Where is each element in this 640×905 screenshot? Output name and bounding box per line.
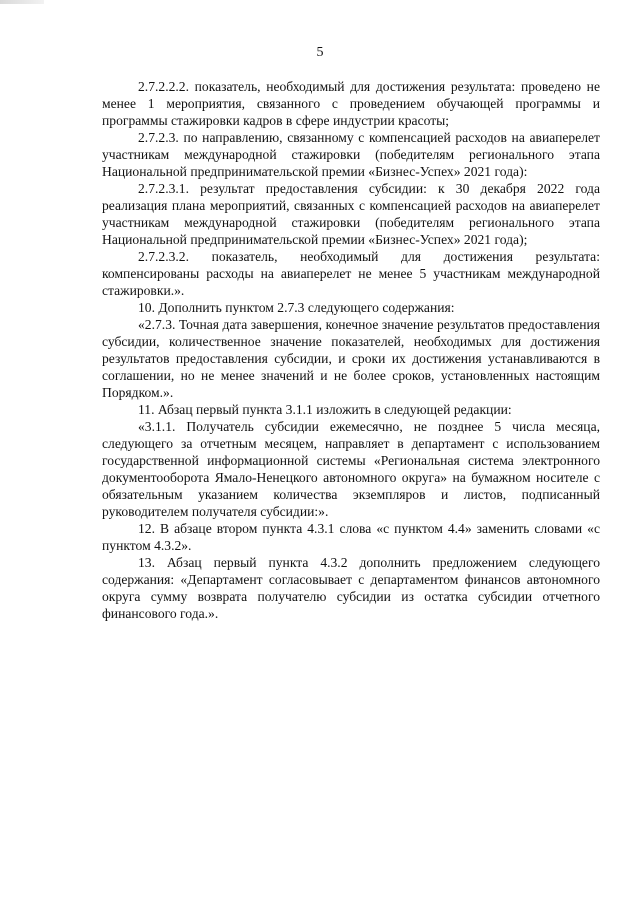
paragraph-item-12: 12. В абзаце втором пункта 4.3.1 слова «с пунктом 4.4» заменить словами «с пунктом 4.3.2». bbox=[102, 521, 600, 553]
paragraph-2-7-2-3-2: 2.7.2.3.2. показатель, необходимый для достижения результата: компенсированы расходы на авиаперелет не менее 5 участникам международной стажировки.». bbox=[102, 249, 600, 298]
page-number: 5 bbox=[316, 45, 324, 60]
paragraph-2-7-2-3-1: 2.7.2.3.1. результат предоставления субсидии: к 30 декабря 2022 года реализация плана мероприятий, связанных с компенсацией расходов на авиаперелет участникам международной стажировки (победителям регионального этапа Национальной предпринимательской премии «Бизнес-Успех» 2021 года); bbox=[102, 181, 600, 247]
paragraph-2-7-2-3: 2.7.2.3. по направлению, связанному с компенсацией расходов на авиаперелет участникам международной стажировки (победителям регионального этапа Национальной предпринимательской премии «Бизнес-Успех» 2021 года): bbox=[102, 130, 600, 179]
paragraph-item-11: 11. Абзац первый пункта 3.1.1 изложить в следующей редакции: bbox=[138, 402, 512, 417]
paragraph-item-10: 10. Дополнить пунктом 2.7.3 следующего содержания: bbox=[138, 300, 455, 315]
paragraph-2-7-3: «2.7.3. Точная дата завершения, конечное значение результатов предоставления субсидии, количественное значение показателей, необходимых для достижения результатов предоставления субсидии, и сроки их достижения устанавливаются в соглашении, но не менее значений и не более сроков, установленных настоящим Порядком.». bbox=[102, 317, 600, 400]
document-body bbox=[102, 78, 600, 622]
scan-edge-mark bbox=[0, 0, 44, 4]
paragraph-2-7-2-2-2: 2.7.2.2.2. показатель, необходимый для достижения результата: проведено не менее 1 мероприятия, связанного с проведением обучающей программы и программы стажировки кадров в сфере индустрии красоты; bbox=[102, 79, 600, 128]
paragraph-item-13: 13. Абзац первый пункта 4.3.2 дополнить предложением следующего содержания: «Департамент согласовывает с департаментом финансов автономного округа сумму возврата получателю субсидии из остатка субсидии отчетного финансового года.». bbox=[102, 555, 600, 621]
paragraph-3-1-1: «3.1.1. Получатель субсидии ежемесячно, не позднее 5 числа месяца, следующего за отчетным месяцем, направляет в департамент с использованием государственной информационной системы «Региональная система электронного документооборота Ямало-Ненецкого автономного округа» на бумажном носителе с обязательным указанием количества экземпляров и листов, подписанный руководителем получателя субсидии:». bbox=[102, 419, 600, 519]
